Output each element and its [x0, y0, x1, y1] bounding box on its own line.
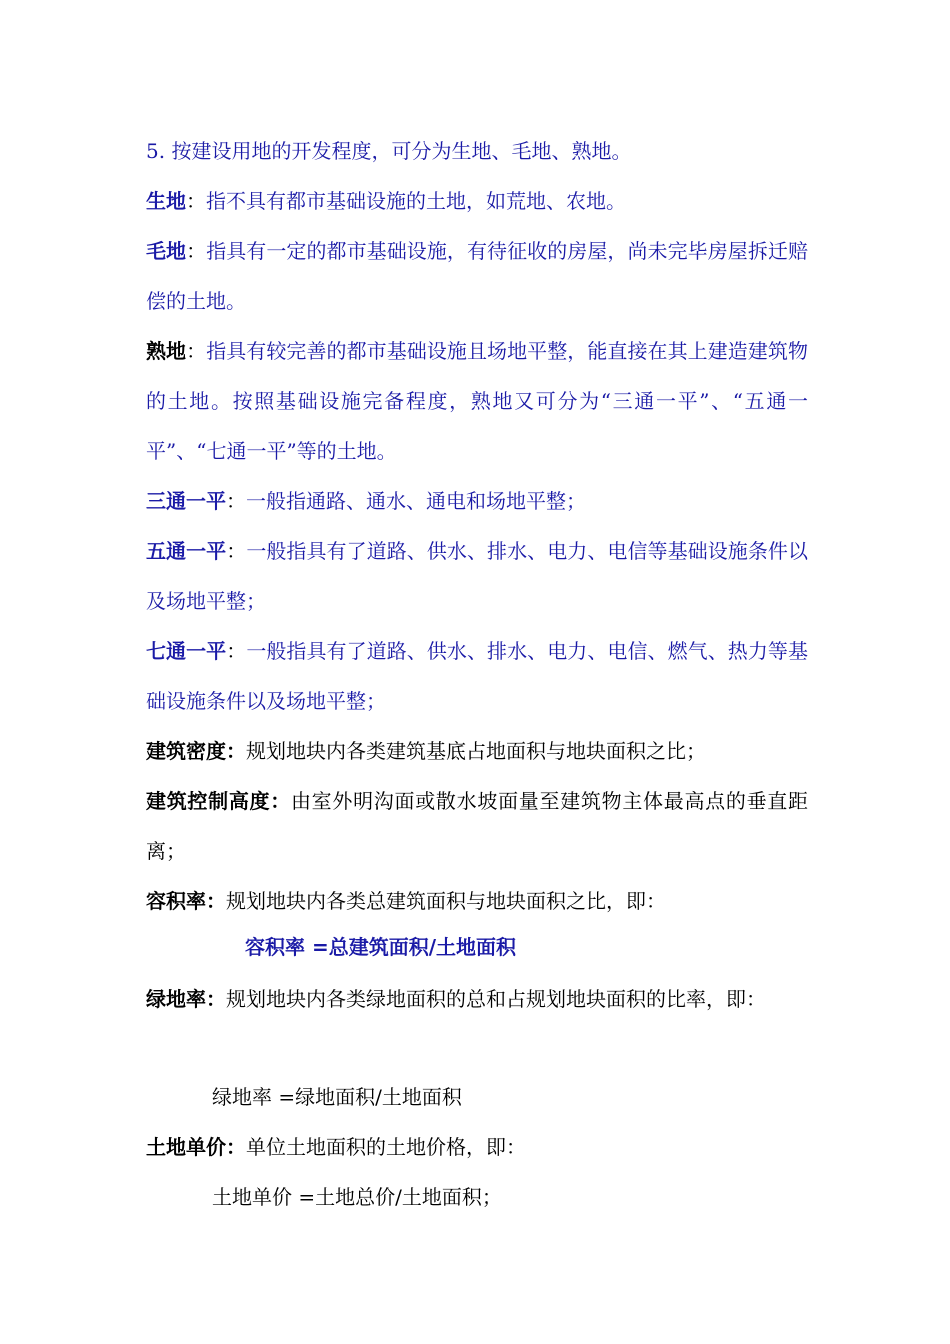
- item-5-paragraph: [146, 126, 808, 176]
- shudi-colon: ：: [186, 339, 207, 363]
- wutong-term: 五通一平: [146, 539, 227, 563]
- shudi-paragraph: [146, 326, 808, 476]
- santong-term: 三通一平: [146, 489, 226, 513]
- wutong-definition: 一般指具有了道路、供水、排水、电力、电信等基础设施条件以及场地平整；: [146, 539, 808, 613]
- maodi-paragraph: [146, 226, 808, 326]
- gaodu-paragraph: [146, 776, 808, 876]
- shengdi-paragraph: [146, 176, 808, 226]
- santong-definition: 一般指通路、通水、通电和场地平整；: [246, 489, 586, 513]
- item-5-text: 5. 按建设用地的开发程度，可分为生地、毛地、熟地。: [146, 139, 632, 163]
- qitong-paragraph: [146, 626, 808, 726]
- santong-colon: ：: [226, 489, 246, 513]
- wutong-colon: ：: [226, 539, 247, 563]
- lvdilv-formula: 绿地率 =绿地面积/土地面积: [212, 1085, 462, 1109]
- danjia-formula: 土地单价 =土地总价/土地面积；: [212, 1185, 502, 1209]
- wutong-paragraph: [146, 526, 808, 626]
- midu-term: 建筑密度：: [146, 739, 246, 763]
- gaodu-term: 建筑控制高度：: [146, 789, 291, 813]
- rongjilv-formula: 容积率 =总建筑面积/土地面积: [245, 935, 517, 959]
- qitong-colon: ：: [226, 639, 247, 663]
- shudi-definition: 指具有较完善的都市基础设施且场地平整，能直接在其上建造建筑物的土地。按照基础设施完备程度，熟地又可分为“三通一平”、“五通一平”、“七通一平”等的土地。: [146, 339, 808, 463]
- rongjilv-paragraph: [146, 876, 808, 926]
- qitong-term: 七通一平: [146, 639, 227, 663]
- gaodu-definition: 由室外明沟面或散水坡面量至建筑物主体最高点的垂直距离；: [146, 789, 809, 863]
- lvdilv-paragraph: [146, 974, 808, 1024]
- maodi-colon: ：: [186, 239, 207, 263]
- maodi-definition: 指具有一定的都市基础设施，有待征收的房屋，尚未完毕房屋拆迁赔偿的土地。: [146, 239, 808, 313]
- shudi-term: 熟地: [146, 339, 187, 363]
- midu-paragraph: [146, 726, 808, 776]
- danjia-definition: 单位土地面积的土地价格，即：: [246, 1135, 526, 1159]
- danjia-term: 土地单价：: [146, 1135, 246, 1159]
- shengdi-term: 生地: [146, 189, 186, 213]
- midu-definition: 规划地块内各类建筑基底占地面积与地块面积之比；: [246, 739, 706, 763]
- shengdi-definition: 指不具有都市基础设施的土地，如荒地、农地。: [206, 189, 626, 213]
- lvdilv-term: 绿地率：: [146, 987, 226, 1011]
- maodi-term: 毛地: [146, 239, 187, 263]
- rongjilv-term: 容积率：: [146, 889, 226, 913]
- lvdilv-definition: 规划地块内各类绿地面积的总和占规划地块面积的比率，即：: [226, 987, 766, 1011]
- qitong-definition: 一般指具有了道路、供水、排水、电力、电信、燃气、热力等基础设施条件以及场地平整；: [146, 639, 808, 713]
- santong-paragraph: [146, 476, 808, 526]
- shengdi-colon: ：: [186, 189, 206, 213]
- rongjilv-definition: 规划地块内各类总建筑面积与地块面积之比，即：: [226, 889, 666, 913]
- danjia-paragraph: [146, 1122, 808, 1172]
